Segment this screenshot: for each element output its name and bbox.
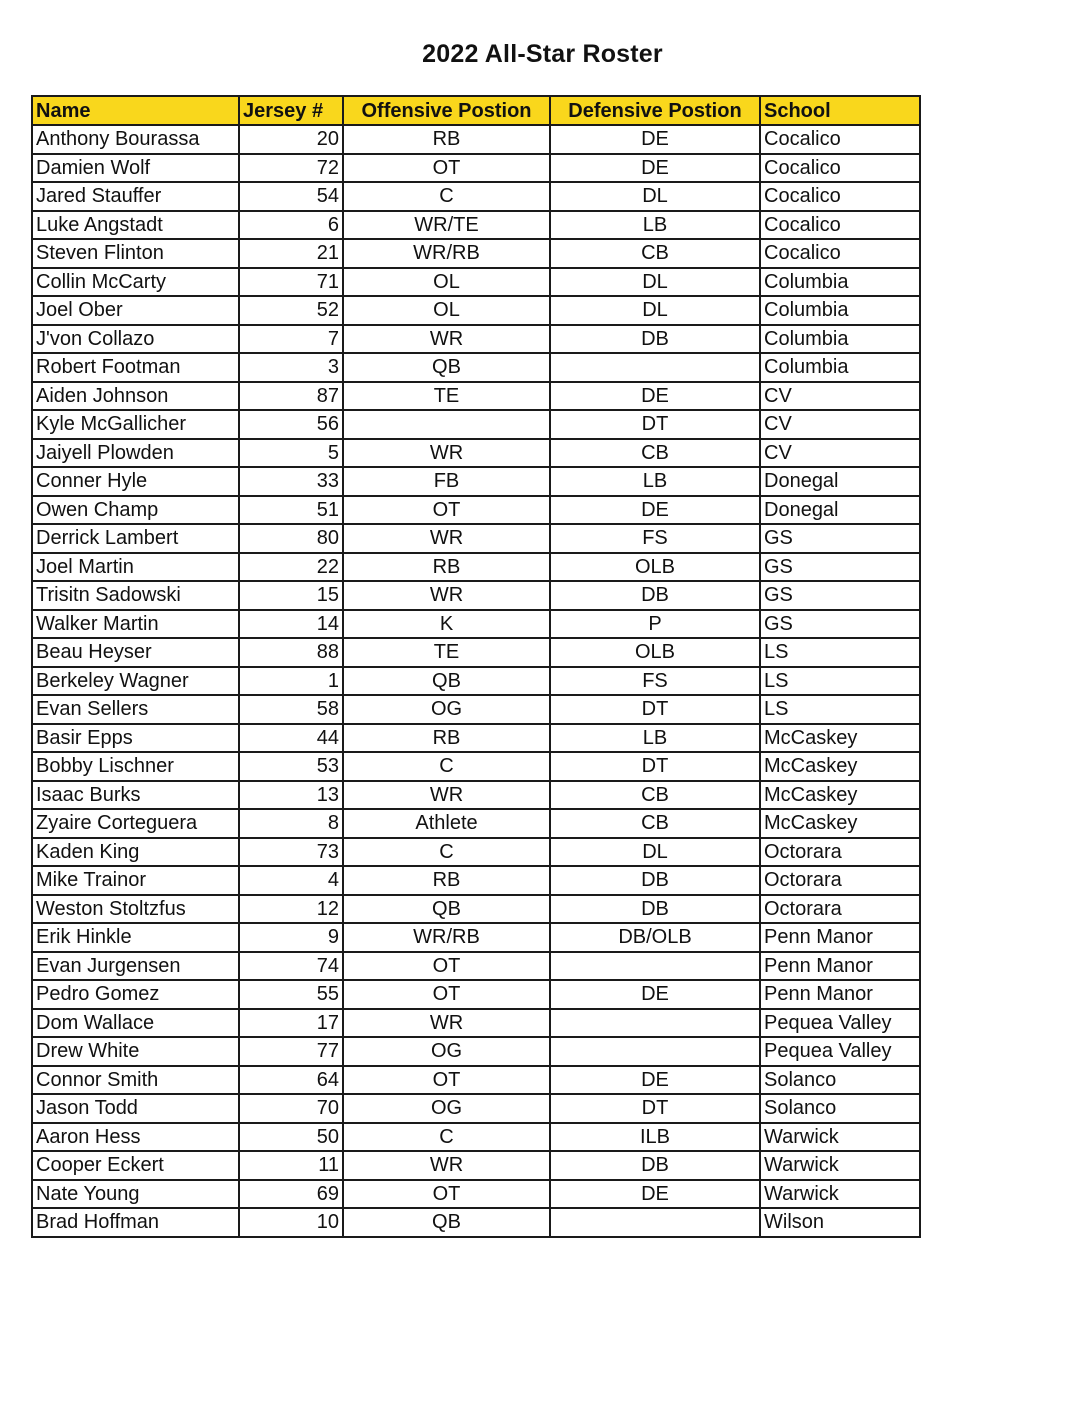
defensive-position-cell: DL: [550, 182, 760, 211]
offensive-position-cell: OG: [343, 1094, 550, 1123]
offensive-position-cell: OT: [343, 154, 550, 183]
column-header-name: Name: [32, 96, 239, 125]
defensive-position-cell: [550, 952, 760, 981]
offensive-position-cell: WR: [343, 439, 550, 468]
school-name-cell: Cocalico: [760, 125, 920, 154]
player-name-cell: Trisitn Sadowski: [32, 581, 239, 610]
player-name-cell: Luke Angstadt: [32, 211, 239, 240]
player-name-cell: Dom Wallace: [32, 1009, 239, 1038]
school-name-cell: Warwick: [760, 1151, 920, 1180]
table-row: [32, 410, 920, 439]
offensive-position-cell: OG: [343, 695, 550, 724]
jersey-number-cell: 8: [239, 809, 343, 838]
defensive-position-cell: DL: [550, 268, 760, 297]
school-name-cell: LS: [760, 667, 920, 696]
table-row: [32, 553, 920, 582]
player-name-cell: Anthony Bourassa: [32, 125, 239, 154]
offensive-position-cell: WR: [343, 524, 550, 553]
jersey-number-cell: 9: [239, 923, 343, 952]
defensive-position-cell: CB: [550, 809, 760, 838]
school-name-cell: Columbia: [760, 296, 920, 325]
school-name-cell: Cocalico: [760, 211, 920, 240]
offensive-position-cell: RB: [343, 866, 550, 895]
jersey-number-cell: 5: [239, 439, 343, 468]
defensive-position-cell: DB/OLB: [550, 923, 760, 952]
offensive-position-cell: WR/TE: [343, 211, 550, 240]
roster-table: [31, 95, 921, 1238]
school-name-cell: CV: [760, 439, 920, 468]
school-name-cell: Donegal: [760, 496, 920, 525]
jersey-number-cell: 74: [239, 952, 343, 981]
defensive-position-cell: DB: [550, 325, 760, 354]
offensive-position-cell: RB: [343, 125, 550, 154]
school-name-cell: Columbia: [760, 268, 920, 297]
table-row: [32, 752, 920, 781]
school-name-cell: CV: [760, 410, 920, 439]
offensive-position-cell: K: [343, 610, 550, 639]
offensive-position-cell: WR: [343, 781, 550, 810]
player-name-cell: Kaden King: [32, 838, 239, 867]
defensive-position-cell: CB: [550, 439, 760, 468]
jersey-number-cell: 17: [239, 1009, 343, 1038]
table-row: [32, 353, 920, 382]
player-name-cell: Berkeley Wagner: [32, 667, 239, 696]
jersey-number-cell: 12: [239, 895, 343, 924]
school-name-cell: Warwick: [760, 1123, 920, 1152]
column-header-offense: Offensive Postion: [343, 96, 550, 125]
table-row: [32, 239, 920, 268]
table-row: [32, 695, 920, 724]
offensive-position-cell: QB: [343, 353, 550, 382]
jersey-number-cell: 51: [239, 496, 343, 525]
school-name-cell: Solanco: [760, 1094, 920, 1123]
table-row: [32, 1123, 920, 1152]
jersey-number-cell: 11: [239, 1151, 343, 1180]
jersey-number-cell: 70: [239, 1094, 343, 1123]
school-name-cell: GS: [760, 610, 920, 639]
player-name-cell: Isaac Burks: [32, 781, 239, 810]
defensive-position-cell: OLB: [550, 638, 760, 667]
jersey-number-cell: 54: [239, 182, 343, 211]
table-row: [32, 1151, 920, 1180]
player-name-cell: Joel Martin: [32, 553, 239, 582]
offensive-position-cell: OT: [343, 1066, 550, 1095]
defensive-position-cell: DE: [550, 1066, 760, 1095]
defensive-position-cell: DL: [550, 296, 760, 325]
table-row: [32, 467, 920, 496]
offensive-position-cell: FB: [343, 467, 550, 496]
jersey-number-cell: 15: [239, 581, 343, 610]
table-row: [32, 296, 920, 325]
school-name-cell: Cocalico: [760, 239, 920, 268]
offensive-position-cell: OL: [343, 296, 550, 325]
school-name-cell: GS: [760, 581, 920, 610]
school-name-cell: Donegal: [760, 467, 920, 496]
defensive-position-cell: DE: [550, 496, 760, 525]
defensive-position-cell: DT: [550, 410, 760, 439]
table-row: [32, 125, 920, 154]
defensive-position-cell: OLB: [550, 553, 760, 582]
table-row: [32, 667, 920, 696]
table-row: [32, 838, 920, 867]
defensive-position-cell: [550, 1009, 760, 1038]
defensive-position-cell: DB: [550, 895, 760, 924]
offensive-position-cell: OT: [343, 1180, 550, 1209]
player-name-cell: Aiden Johnson: [32, 382, 239, 411]
defensive-position-cell: LB: [550, 724, 760, 753]
jersey-number-cell: 55: [239, 980, 343, 1009]
offensive-position-cell: C: [343, 752, 550, 781]
table-row: [32, 781, 920, 810]
school-name-cell: Wilson: [760, 1208, 920, 1237]
player-name-cell: Beau Heyser: [32, 638, 239, 667]
offensive-position-cell: OG: [343, 1037, 550, 1066]
table-row: [32, 439, 920, 468]
player-name-cell: Nate Young: [32, 1180, 239, 1209]
table-row: [32, 952, 920, 981]
offensive-position-cell: OT: [343, 952, 550, 981]
school-name-cell: Penn Manor: [760, 980, 920, 1009]
jersey-number-cell: 71: [239, 268, 343, 297]
jersey-number-cell: 6: [239, 211, 343, 240]
player-name-cell: Owen Champ: [32, 496, 239, 525]
jersey-number-cell: 7: [239, 325, 343, 354]
school-name-cell: Solanco: [760, 1066, 920, 1095]
defensive-position-cell: CB: [550, 781, 760, 810]
table-row: [32, 496, 920, 525]
jersey-number-cell: 1: [239, 667, 343, 696]
defensive-position-cell: DE: [550, 980, 760, 1009]
table-row: [32, 581, 920, 610]
offensive-position-cell: WR: [343, 1009, 550, 1038]
offensive-position-cell: OL: [343, 268, 550, 297]
jersey-number-cell: 53: [239, 752, 343, 781]
offensive-position-cell: OT: [343, 496, 550, 525]
defensive-position-cell: CB: [550, 239, 760, 268]
offensive-position-cell: OT: [343, 980, 550, 1009]
player-name-cell: Weston Stoltzfus: [32, 895, 239, 924]
defensive-position-cell: FS: [550, 667, 760, 696]
defensive-position-cell: DB: [550, 581, 760, 610]
jersey-number-cell: 33: [239, 467, 343, 496]
school-name-cell: Cocalico: [760, 154, 920, 183]
school-name-cell: Cocalico: [760, 182, 920, 211]
jersey-number-cell: 69: [239, 1180, 343, 1209]
school-name-cell: Warwick: [760, 1180, 920, 1209]
table-row: [32, 182, 920, 211]
table-row: [32, 524, 920, 553]
jersey-number-cell: 87: [239, 382, 343, 411]
table-row: [32, 325, 920, 354]
offensive-position-cell: Athlete: [343, 809, 550, 838]
defensive-position-cell: DE: [550, 382, 760, 411]
jersey-number-cell: 10: [239, 1208, 343, 1237]
jersey-number-cell: 72: [239, 154, 343, 183]
player-name-cell: Jason Todd: [32, 1094, 239, 1123]
table-row: [32, 895, 920, 924]
offensive-position-cell: RB: [343, 553, 550, 582]
player-name-cell: Bobby Lischner: [32, 752, 239, 781]
jersey-number-cell: 14: [239, 610, 343, 639]
table-row: [32, 382, 920, 411]
offensive-position-cell: WR: [343, 1151, 550, 1180]
defensive-position-cell: DT: [550, 695, 760, 724]
roster-body: [32, 125, 920, 1237]
table-row: [32, 268, 920, 297]
school-name-cell: Pequea Valley: [760, 1009, 920, 1038]
table-row: [32, 809, 920, 838]
jersey-number-cell: 88: [239, 638, 343, 667]
jersey-number-cell: 13: [239, 781, 343, 810]
school-name-cell: Columbia: [760, 353, 920, 382]
player-name-cell: Zyaire Corteguera: [32, 809, 239, 838]
table-row: [32, 211, 920, 240]
table-row: [32, 1037, 920, 1066]
offensive-position-cell: TE: [343, 638, 550, 667]
school-name-cell: LS: [760, 638, 920, 667]
school-name-cell: Pequea Valley: [760, 1037, 920, 1066]
defensive-position-cell: DE: [550, 1180, 760, 1209]
player-name-cell: Connor Smith: [32, 1066, 239, 1095]
offensive-position-cell: WR/RB: [343, 923, 550, 952]
player-name-cell: Damien Wolf: [32, 154, 239, 183]
defensive-position-cell: [550, 353, 760, 382]
jersey-number-cell: 80: [239, 524, 343, 553]
header-row: [32, 96, 920, 125]
defensive-position-cell: LB: [550, 211, 760, 240]
jersey-number-cell: 56: [239, 410, 343, 439]
defensive-position-cell: [550, 1037, 760, 1066]
table-row: [32, 1208, 920, 1237]
offensive-position-cell: TE: [343, 382, 550, 411]
jersey-number-cell: 3: [239, 353, 343, 382]
player-name-cell: Evan Jurgensen: [32, 952, 239, 981]
defensive-position-cell: DT: [550, 752, 760, 781]
school-name-cell: LS: [760, 695, 920, 724]
school-name-cell: Penn Manor: [760, 923, 920, 952]
jersey-number-cell: 22: [239, 553, 343, 582]
jersey-number-cell: 21: [239, 239, 343, 268]
defensive-position-cell: FS: [550, 524, 760, 553]
jersey-number-cell: 52: [239, 296, 343, 325]
player-name-cell: Erik Hinkle: [32, 923, 239, 952]
player-name-cell: Aaron Hess: [32, 1123, 239, 1152]
school-name-cell: Octorara: [760, 838, 920, 867]
offensive-position-cell: QB: [343, 1208, 550, 1237]
table-row: [32, 724, 920, 753]
player-name-cell: Robert Footman: [32, 353, 239, 382]
player-name-cell: Drew White: [32, 1037, 239, 1066]
player-name-cell: Derrick Lambert: [32, 524, 239, 553]
defensive-position-cell: DB: [550, 1151, 760, 1180]
defensive-position-cell: [550, 1208, 760, 1237]
offensive-position-cell: QB: [343, 895, 550, 924]
table-row: [32, 154, 920, 183]
school-name-cell: McCaskey: [760, 809, 920, 838]
jersey-number-cell: 44: [239, 724, 343, 753]
player-name-cell: Cooper Eckert: [32, 1151, 239, 1180]
offensive-position-cell: WR: [343, 325, 550, 354]
column-header-school: School: [760, 96, 920, 125]
jersey-number-cell: 77: [239, 1037, 343, 1066]
jersey-number-cell: 50: [239, 1123, 343, 1152]
table-row: [32, 1066, 920, 1095]
offensive-position-cell: C: [343, 838, 550, 867]
school-name-cell: Octorara: [760, 866, 920, 895]
table-row: [32, 923, 920, 952]
offensive-position-cell: QB: [343, 667, 550, 696]
school-name-cell: Octorara: [760, 895, 920, 924]
school-name-cell: McCaskey: [760, 781, 920, 810]
jersey-number-cell: 20: [239, 125, 343, 154]
player-name-cell: Steven Flinton: [32, 239, 239, 268]
school-name-cell: GS: [760, 553, 920, 582]
offensive-position-cell: WR: [343, 581, 550, 610]
defensive-position-cell: DT: [550, 1094, 760, 1123]
school-name-cell: Columbia: [760, 325, 920, 354]
table-row: [32, 1180, 920, 1209]
column-header-jersey: Jersey #: [239, 96, 343, 125]
offensive-position-cell: WR/RB: [343, 239, 550, 268]
player-name-cell: Kyle McGallicher: [32, 410, 239, 439]
table-row: [32, 1094, 920, 1123]
player-name-cell: Joel Ober: [32, 296, 239, 325]
player-name-cell: Conner Hyle: [32, 467, 239, 496]
offensive-position-cell: C: [343, 1123, 550, 1152]
player-name-cell: Jaiyell Plowden: [32, 439, 239, 468]
player-name-cell: Pedro Gomez: [32, 980, 239, 1009]
offensive-position-cell: RB: [343, 724, 550, 753]
table-row: [32, 980, 920, 1009]
table-row: [32, 866, 920, 895]
table-row: [32, 610, 920, 639]
page-title: 2022 All-Star Roster: [422, 40, 663, 68]
player-name-cell: Brad Hoffman: [32, 1208, 239, 1237]
defensive-position-cell: DE: [550, 154, 760, 183]
defensive-position-cell: ILB: [550, 1123, 760, 1152]
player-name-cell: J'von Collazo: [32, 325, 239, 354]
jersey-number-cell: 64: [239, 1066, 343, 1095]
school-name-cell: Penn Manor: [760, 952, 920, 981]
school-name-cell: CV: [760, 382, 920, 411]
offensive-position-cell: [343, 410, 550, 439]
defensive-position-cell: DB: [550, 866, 760, 895]
school-name-cell: GS: [760, 524, 920, 553]
player-name-cell: Jared Stauffer: [32, 182, 239, 211]
offensive-position-cell: C: [343, 182, 550, 211]
school-name-cell: McCaskey: [760, 724, 920, 753]
column-header-defense: Defensive Postion: [550, 96, 760, 125]
table-row: [32, 1009, 920, 1038]
player-name-cell: Mike Trainor: [32, 866, 239, 895]
school-name-cell: McCaskey: [760, 752, 920, 781]
player-name-cell: Evan Sellers: [32, 695, 239, 724]
defensive-position-cell: DL: [550, 838, 760, 867]
defensive-position-cell: P: [550, 610, 760, 639]
jersey-number-cell: 4: [239, 866, 343, 895]
defensive-position-cell: DE: [550, 125, 760, 154]
jersey-number-cell: 73: [239, 838, 343, 867]
table-row: [32, 638, 920, 667]
player-name-cell: Walker Martin: [32, 610, 239, 639]
jersey-number-cell: 58: [239, 695, 343, 724]
defensive-position-cell: LB: [550, 467, 760, 496]
player-name-cell: Basir Epps: [32, 724, 239, 753]
player-name-cell: Collin McCarty: [32, 268, 239, 297]
